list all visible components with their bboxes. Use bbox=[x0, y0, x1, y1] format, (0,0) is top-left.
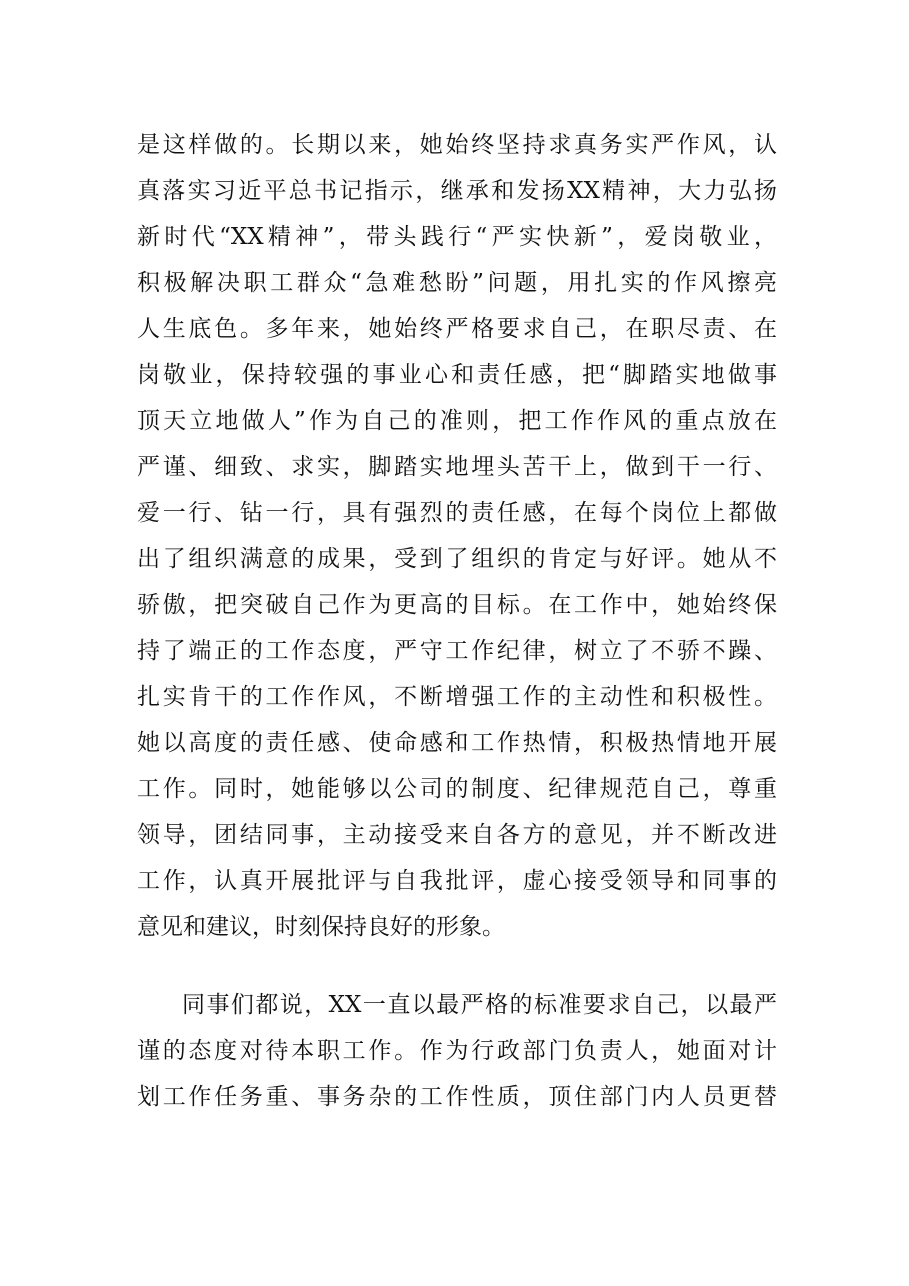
paragraph-line: 爱一行、钻一行，具有强烈的责任感，在每个岗位上都做 bbox=[137, 500, 777, 526]
paragraph-line: 顶天立地做人”作为自己的准则，把工作作风的重点放在 bbox=[137, 408, 777, 434]
paragraph-line: 新时代“XX精神”，带头践行“严实快新”，爱岗敬业， bbox=[137, 224, 777, 250]
paragraph-line: 扎实肯干的工作作风，不断增强工作的主动性和积极性。 bbox=[137, 684, 777, 710]
paragraph-line: 领导，团结同事，主动接受来自各方的意见，并不断改进 bbox=[137, 822, 777, 848]
paragraph-line: 骄傲，把突破自己作为更高的目标。在工作中，她始终保 bbox=[137, 592, 777, 618]
paragraph-line: 划工作任务重、事务杂的工作性质，顶住部门内人员更替 bbox=[137, 1084, 777, 1110]
paragraph-line: 意见和建议，时刻保持良好的形象。 bbox=[137, 914, 505, 940]
paragraph-line: 工作，认真开展批评与自我批评，虚心接受领导和同事的 bbox=[137, 868, 777, 894]
paragraph-line: 是这样做的。长期以来，她始终坚持求真务实严作风，认 bbox=[137, 132, 777, 158]
paragraph-line: 严谨、细致、求实，脚踏实地埋头苦干上，做到干一行、 bbox=[137, 454, 777, 480]
paragraph-line: 真落实习近平总书记指示，继承和发扬XX精神，大力弘扬 bbox=[137, 178, 777, 204]
paragraph-line: 积极解决职工群众“急难愁盼”问题，用扎实的作风擦亮 bbox=[137, 270, 777, 296]
paragraph-line: 同事们都说，XX一直以最严格的标准要求自己，以最严 bbox=[182, 992, 777, 1018]
paragraph-line: 谨的态度对待本职工作。作为行政部门负责人，她面对计 bbox=[137, 1038, 777, 1064]
paragraph-line: 她以高度的责任感、使命感和工作热情，积极热情地开展 bbox=[137, 730, 777, 756]
paragraph-line: 出了组织满意的成果，受到了组织的肯定与好评。她从不 bbox=[137, 546, 777, 572]
paragraph-line: 人生底色。多年来，她始终严格要求自己，在职尽责、在 bbox=[137, 316, 777, 342]
paragraph-line: 持了端正的工作态度，严守工作纪律，树立了不骄不躁、 bbox=[137, 638, 777, 664]
paragraph-line: 工作。同时，她能够以公司的制度、纪律规范自己，尊重 bbox=[137, 776, 777, 802]
paragraph-line: 岗敬业，保持较强的事业心和责任感，把“脚踏实地做事 bbox=[137, 362, 777, 388]
